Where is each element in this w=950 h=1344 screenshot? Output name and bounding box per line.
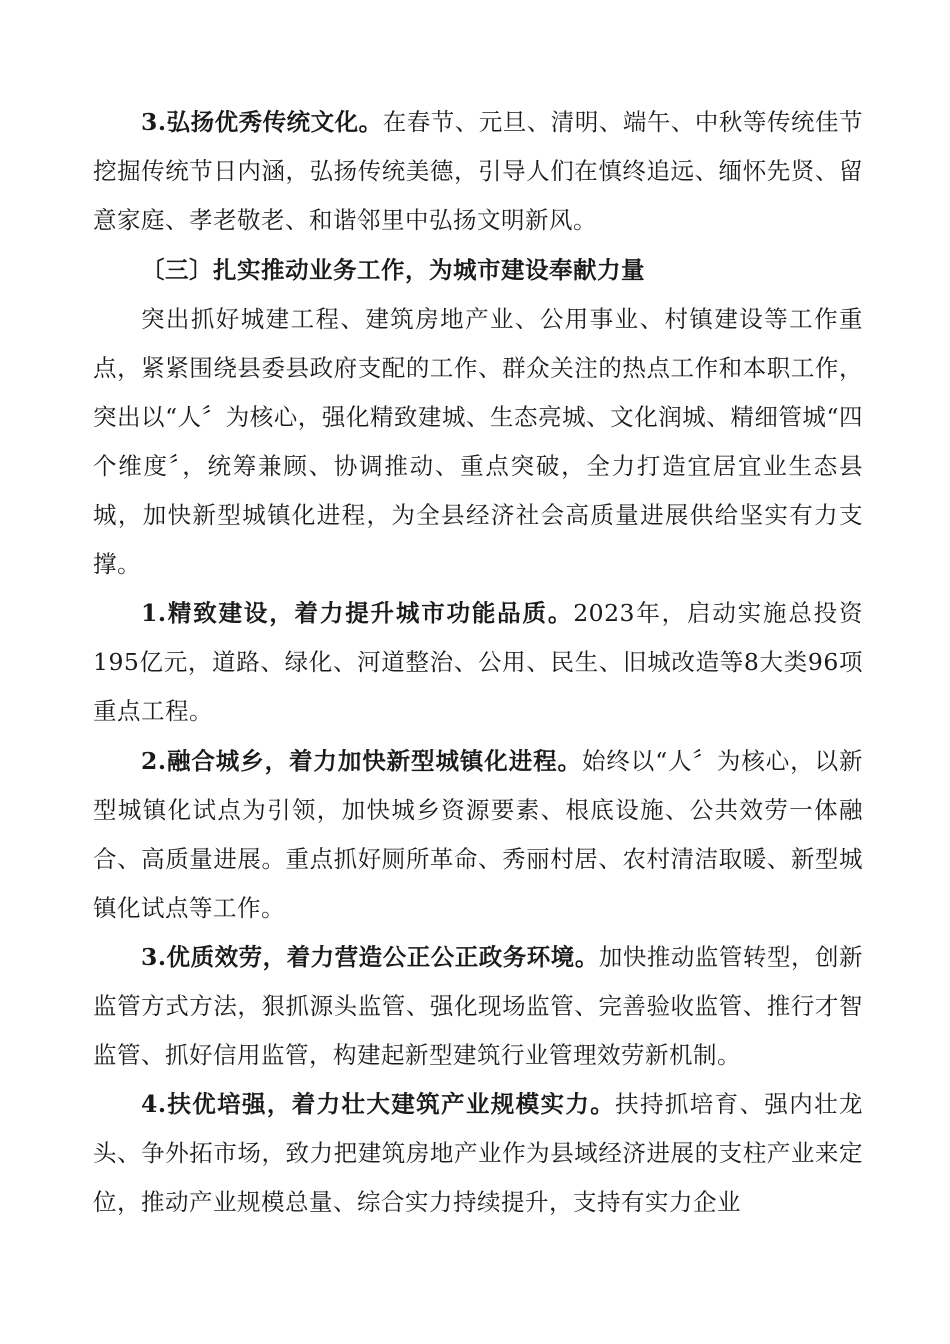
paragraph-body: 在春节、元旦、清明、端午、中秋等传统佳节挖掘传统节日内涵，弘扬传统美德，引导人们在慎终追远、缅怀先贤、留意家庭、孝老敬老、和谐邻里中弘扬文明新风。 — [93, 108, 863, 234]
paragraph-item-3 — [93, 933, 863, 1080]
paragraph-item-4 — [93, 1080, 863, 1227]
paragraph-lead: 2.融合城乡，着力加快新型城镇化进程。 — [141, 747, 582, 775]
paragraph-lead: 1.精致建设，着力提升城市功能品质。 — [141, 599, 574, 627]
paragraph-culture — [93, 98, 863, 245]
paragraph-body: 2023年，启动实施总投资195亿元，道路、绿化、河道整治、公用、民生、旧城改造等8大类96项重点工程。 — [93, 599, 863, 725]
paragraph-item-2 — [93, 737, 863, 933]
paragraph-intro — [93, 295, 863, 589]
paragraph-body: 突出抓好城建工程、建筑房地产业、公用事业、村镇建设等工作重点，紧紧围绕县委县政府支配的工作、群众关注的热点工作和本职工作，突出以“人〞为核心，强化精致建城、生态亮城、文化润城、精细管城“四个维度〞，统筹兼顾、协调推动、重点突破，全力打造宜居宜业生态县城，加快新型城镇化进程，为全县经济社会高质量进展供给坚实有力支撑。 — [93, 305, 863, 578]
section-heading: 〔三〕扎实推动业务工作，为城市建设奉献力量 — [141, 256, 645, 284]
paragraph-body: 加快推动监管转型，创新监管方式方法，狠抓源头监管、强化现场监管、完善验收监管、推行才智监管、抓好信用监管，构建起新型建筑行业管理效劳新机制。 — [93, 943, 863, 1069]
paragraph-lead: 4.扶优培强，着力壮大建筑产业规模实力。 — [141, 1090, 616, 1118]
paragraph-lead: 3.优质效劳，着力营造公正公正政务环境。 — [141, 943, 599, 971]
paragraph-item-1 — [93, 589, 863, 736]
paragraph-body: 始终以“人〞为核心，以新型城镇化试点为引领，加快城乡资源要素、根底设施、公共效劳一体融合、高质量进展。重点抓好厕所革命、秀丽村居、农村清洁取暖、新型城镇化试点等工作。 — [93, 747, 863, 922]
paragraph-body: 扶持抓培育、强内壮龙头、争外拓市场，致力把建筑房地产业作为县域经济进展的支柱产业来定位，推动产业规模总量、综合实力持续提升，支持有实力企业 — [93, 1090, 864, 1216]
paragraph-lead: 3.弘扬优秀传统文化。 — [141, 108, 383, 136]
